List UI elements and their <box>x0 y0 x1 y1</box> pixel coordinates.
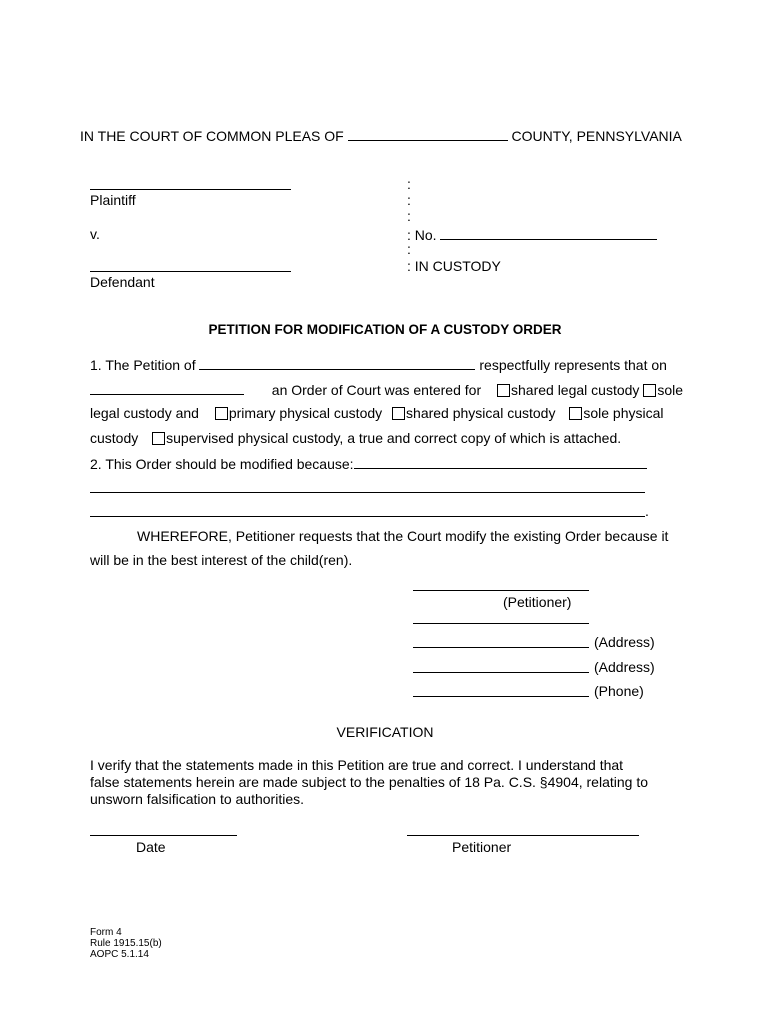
docket-number-row <box>407 225 657 244</box>
docket-number-blank[interactable] <box>440 225 657 240</box>
para1-start: 1. The Petition of <box>90 357 196 373</box>
address-1-blank[interactable] <box>413 647 589 648</box>
court-prefix: IN THE COURT OF COMMON PLEAS OF <box>80 128 344 144</box>
modification-reason-blank[interactable] <box>90 516 645 517</box>
footer-rule: Rule 1915.15(b) <box>90 938 162 949</box>
verification-line-3: unsworn falsification to authorities. <box>90 791 304 807</box>
defendant-name-blank[interactable] <box>90 271 291 272</box>
petition-line-3 <box>90 404 664 422</box>
reason-period: . <box>645 503 649 519</box>
phone-label: (Phone) <box>594 683 644 699</box>
docket-number-label: : No. <box>407 227 437 243</box>
verification-line-1: I verify that the statements made in this Petition are true and correct. I understand that <box>90 757 624 773</box>
petition-line-5 <box>90 454 647 473</box>
in-custody-label: : IN CUSTODY <box>407 258 501 274</box>
shared-physical-label: shared physical custody <box>406 405 556 421</box>
order-entered-text: an Order of Court was entered for <box>271 382 482 398</box>
petitioner-printed-name-blank[interactable] <box>413 623 589 624</box>
primary-physical-checkbox[interactable] <box>215 407 228 420</box>
petitioner-signature-blank[interactable] <box>413 590 589 591</box>
petition-line-2 <box>90 380 683 399</box>
shared-legal-checkbox[interactable] <box>497 384 510 397</box>
wherefore-line-1: WHEREFORE, Petitioner requests that the Court modify the existing Order because it <box>137 528 669 544</box>
court-header <box>80 126 682 145</box>
primary-physical-label: primary physical custody <box>228 405 383 421</box>
footer-form: Form 4 <box>90 927 122 938</box>
modification-reason-blank[interactable] <box>354 454 647 469</box>
sole-physical-checkbox[interactable] <box>569 407 582 420</box>
plaintiff-label: Plaintiff <box>90 192 136 208</box>
petitioner-signature-label: (Petitioner) <box>503 594 572 610</box>
sole-legal-label-b: legal custody and <box>90 405 199 421</box>
sole-legal-checkbox[interactable] <box>643 384 656 397</box>
versus-label: v. <box>90 226 100 242</box>
supervised-physical-checkbox[interactable] <box>152 432 165 445</box>
caption-colon: : <box>407 192 411 208</box>
document-title: PETITION FOR MODIFICATION OF A CUSTODY ORDER <box>208 322 562 337</box>
wherefore-line-2: will be in the best interest of the child(ren). <box>90 552 353 568</box>
caption-colon: : <box>407 208 411 224</box>
verification-signature-blank[interactable] <box>407 835 639 836</box>
date-label: Date <box>136 839 166 855</box>
county-name-blank[interactable] <box>348 126 508 141</box>
court-suffix: COUNTY, PENNSYLVANIA <box>511 128 682 144</box>
sole-physical-label-b: custody <box>90 430 139 446</box>
petition-line-4 <box>90 429 621 447</box>
plaintiff-name-blank[interactable] <box>90 189 291 190</box>
phone-blank[interactable] <box>413 696 589 697</box>
footer-aopc: AOPC 5.1.14 <box>90 949 149 960</box>
address-label-2: (Address) <box>594 659 655 675</box>
address-label-1: (Address) <box>594 634 655 650</box>
address-2-blank[interactable] <box>413 672 589 673</box>
para2-text: 2. This Order should be modified because: <box>90 456 354 472</box>
petition-line-1 <box>90 355 667 374</box>
shared-physical-checkbox[interactable] <box>392 407 405 420</box>
caption-colon: : <box>407 176 411 192</box>
order-date-blank[interactable] <box>90 380 244 395</box>
verification-petitioner-label: Petitioner <box>452 839 512 855</box>
para1-end: respectfully represents that on <box>479 357 667 373</box>
petitioner-name-blank[interactable] <box>199 355 475 370</box>
defendant-label: Defendant <box>90 274 155 290</box>
caption-colon: : <box>407 241 411 257</box>
date-blank[interactable] <box>90 835 237 836</box>
verification-title: VERIFICATION <box>336 724 434 740</box>
sole-physical-label-a: sole physical <box>583 405 664 421</box>
shared-legal-label: shared legal custody <box>511 382 640 398</box>
sole-legal-label-a: sole <box>657 382 683 398</box>
supervised-physical-label: supervised physical custody, a true and correct copy of which is attached. <box>166 430 622 446</box>
modification-reason-blank[interactable] <box>90 492 645 493</box>
verification-line-2: false statements herein are made subject to the penalties of 18 Pa. C.S. §4904, relating to <box>90 774 649 790</box>
